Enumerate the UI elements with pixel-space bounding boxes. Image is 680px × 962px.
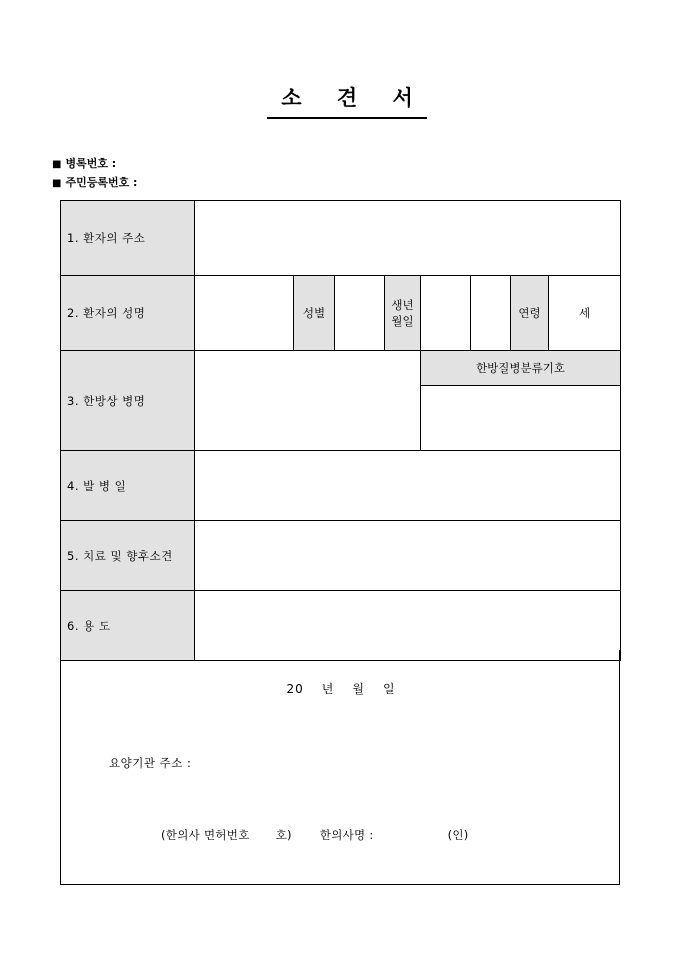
- date-year-label: 년: [321, 682, 335, 696]
- meta-chart-number-label: 병록번호 :: [65, 157, 117, 170]
- table-row: [61, 351, 621, 386]
- birthdate-label: [385, 276, 421, 351]
- license-number-open-label: (한의사 면허번호: [161, 828, 250, 842]
- bullet-square-icon: ■: [52, 178, 62, 189]
- birthdate-value-extra[interactable]: [471, 276, 511, 351]
- gender-label: 성별: [294, 276, 335, 351]
- name-label: 2. 환자의 성명: [61, 276, 195, 351]
- gender-value[interactable]: [335, 276, 385, 351]
- purpose-label: 6. 용 도: [61, 591, 195, 661]
- treatment-value[interactable]: [195, 521, 621, 591]
- table-row: [61, 521, 621, 591]
- diagnosis-value[interactable]: [195, 351, 421, 451]
- page-title: [0, 82, 680, 119]
- onset-date-label: 4. 발 병 일: [61, 451, 195, 521]
- signature-line: [161, 827, 469, 843]
- date-year-prefix: 20: [286, 682, 304, 696]
- birthdate-label-line1: 생년: [391, 298, 414, 312]
- age-label: 연령: [511, 276, 549, 351]
- meta-resident-number: [52, 174, 137, 193]
- diagnosis-label: 3. 한방상 병명: [61, 351, 195, 451]
- birthdate-value[interactable]: [421, 276, 471, 351]
- organization-address-label: 요양기관 주소 :: [109, 756, 192, 770]
- age-unit: 세: [549, 276, 621, 351]
- meta-block: [52, 155, 137, 193]
- certificate-table: [60, 200, 621, 661]
- footer-block: [60, 650, 620, 885]
- doctor-name-label: 한의사명 :: [319, 828, 374, 842]
- license-number-close-label: 호): [275, 828, 292, 842]
- page-title-text: 소 견 서: [267, 82, 426, 119]
- address-value[interactable]: [195, 201, 621, 276]
- table-row: [61, 276, 621, 351]
- date-day-label: 일: [382, 682, 396, 696]
- table-row: [61, 451, 621, 521]
- date-month-label: 월: [352, 682, 365, 696]
- disease-code-value[interactable]: [421, 386, 621, 451]
- disease-code-header: 한방질병분류기호: [421, 351, 621, 386]
- bullet-square-icon: ■: [52, 159, 62, 170]
- address-label: 1. 환자의 주소: [61, 201, 195, 276]
- onset-date-value[interactable]: [195, 451, 621, 521]
- treatment-label: 5. 치료 및 향후소견: [61, 521, 195, 591]
- table-row: [61, 201, 621, 276]
- birthdate-label-line2: 월일: [391, 314, 414, 328]
- seal-label: (인): [447, 828, 469, 842]
- meta-chart-number: [52, 155, 137, 174]
- meta-resident-number-label: 주민등록번호 :: [65, 176, 138, 189]
- name-value[interactable]: [195, 276, 294, 351]
- date-line: [61, 680, 621, 697]
